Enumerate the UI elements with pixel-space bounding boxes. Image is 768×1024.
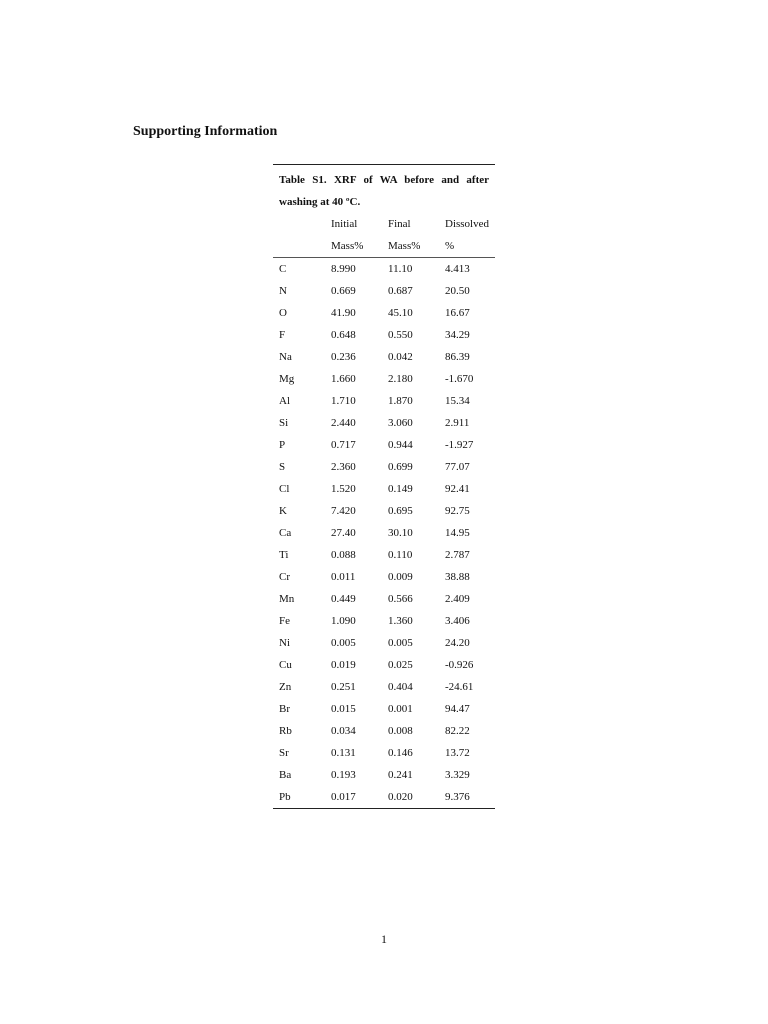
xrf-table bbox=[273, 213, 495, 257]
table-row bbox=[273, 258, 495, 280]
value-cell: 2.911 bbox=[445, 417, 470, 429]
table-row bbox=[273, 456, 495, 478]
value-cell: 16.67 bbox=[445, 307, 470, 319]
value-cell: 0.088 bbox=[331, 549, 356, 561]
value-cell: 92.41 bbox=[445, 483, 470, 495]
value-cell: 94.47 bbox=[445, 703, 470, 715]
element-cell: S bbox=[279, 461, 286, 473]
table-header-row-2 bbox=[273, 235, 495, 257]
value-cell: 1.360 bbox=[388, 615, 413, 627]
value-cell: 0.015 bbox=[331, 703, 356, 715]
value-cell: 0.146 bbox=[388, 747, 413, 759]
table-caption bbox=[273, 165, 495, 213]
table-row bbox=[273, 742, 495, 764]
element-cell: N bbox=[279, 285, 287, 297]
value-cell: 3.406 bbox=[445, 615, 470, 627]
header-cell: Dissolved bbox=[445, 218, 489, 230]
header-cell: Mass% bbox=[388, 240, 421, 252]
xrf-table-body bbox=[273, 258, 495, 808]
value-cell: 7.420 bbox=[331, 505, 356, 517]
value-cell: 0.149 bbox=[388, 483, 413, 495]
value-cell: 0.550 bbox=[388, 329, 413, 341]
element-cell: Na bbox=[279, 351, 292, 363]
value-cell: -1.927 bbox=[445, 439, 474, 451]
header-cell: Initial bbox=[331, 218, 358, 230]
value-cell: 20.50 bbox=[445, 285, 470, 297]
value-cell: 3.329 bbox=[445, 769, 470, 781]
table-row bbox=[273, 302, 495, 324]
value-cell: 9.376 bbox=[445, 791, 470, 803]
value-cell: 0.005 bbox=[388, 637, 413, 649]
table-bottom-rule bbox=[273, 808, 495, 809]
header-cell: % bbox=[445, 240, 455, 252]
element-cell: Ni bbox=[279, 637, 290, 649]
element-cell: P bbox=[279, 439, 286, 451]
value-cell: 0.011 bbox=[331, 571, 356, 583]
value-cell: 0.193 bbox=[331, 769, 356, 781]
table-row bbox=[273, 698, 495, 720]
value-cell: 0.699 bbox=[388, 461, 413, 473]
table-row bbox=[273, 654, 495, 676]
value-cell: 2.440 bbox=[331, 417, 356, 429]
value-cell: 0.236 bbox=[331, 351, 356, 363]
value-cell: 0.241 bbox=[388, 769, 413, 781]
xrf-table-block bbox=[273, 164, 495, 809]
value-cell: 1.660 bbox=[331, 373, 356, 385]
value-cell: 0.648 bbox=[331, 329, 356, 341]
value-cell: 3.060 bbox=[388, 417, 413, 429]
table-row bbox=[273, 588, 495, 610]
table-caption-line-2: washing at 40 ºC. bbox=[279, 196, 361, 208]
table-row bbox=[273, 786, 495, 808]
element-cell: Si bbox=[279, 417, 289, 429]
value-cell: 13.72 bbox=[445, 747, 470, 759]
value-cell: 0.695 bbox=[388, 505, 413, 517]
element-cell: Br bbox=[279, 703, 290, 715]
value-cell: 2.360 bbox=[331, 461, 356, 473]
value-cell: 0.019 bbox=[331, 659, 356, 671]
value-cell: 0.042 bbox=[388, 351, 413, 363]
element-cell: Cl bbox=[279, 483, 290, 495]
element-cell: Zn bbox=[279, 681, 292, 693]
value-cell: 41.90 bbox=[331, 307, 356, 319]
value-cell: 0.009 bbox=[388, 571, 413, 583]
table-row bbox=[273, 720, 495, 742]
table-row bbox=[273, 764, 495, 786]
value-cell: 0.110 bbox=[388, 549, 413, 561]
value-cell: 82.22 bbox=[445, 725, 470, 737]
value-cell: 1.090 bbox=[331, 615, 356, 627]
value-cell: 0.669 bbox=[331, 285, 356, 297]
table-row bbox=[273, 390, 495, 412]
value-cell: 2.180 bbox=[388, 373, 413, 385]
value-cell: 34.29 bbox=[445, 329, 470, 341]
value-cell: 0.944 bbox=[388, 439, 413, 451]
value-cell: 14.95 bbox=[445, 527, 470, 539]
element-cell: F bbox=[279, 329, 286, 341]
value-cell: 0.566 bbox=[388, 593, 413, 605]
element-cell: C bbox=[279, 263, 287, 275]
value-cell: 0.001 bbox=[388, 703, 413, 715]
header-cell: Mass% bbox=[331, 240, 364, 252]
value-cell: 15.34 bbox=[445, 395, 470, 407]
table-row bbox=[273, 280, 495, 302]
value-cell: 0.025 bbox=[388, 659, 413, 671]
element-cell: Al bbox=[279, 395, 290, 407]
table-row bbox=[273, 522, 495, 544]
table-row bbox=[273, 676, 495, 698]
element-cell: Cu bbox=[279, 659, 292, 671]
value-cell: -0.926 bbox=[445, 659, 474, 671]
value-cell: 1.870 bbox=[388, 395, 413, 407]
element-cell: K bbox=[279, 505, 287, 517]
value-cell: 0.017 bbox=[331, 791, 356, 803]
value-cell: 2.787 bbox=[445, 549, 470, 561]
value-cell: 0.251 bbox=[331, 681, 356, 693]
value-cell: 45.10 bbox=[388, 307, 413, 319]
element-cell: Cr bbox=[279, 571, 290, 583]
value-cell: 0.717 bbox=[331, 439, 356, 451]
value-cell: 0.005 bbox=[331, 637, 356, 649]
element-cell: Ba bbox=[279, 769, 292, 781]
table-row bbox=[273, 544, 495, 566]
table-row bbox=[273, 324, 495, 346]
value-cell: -24.61 bbox=[445, 681, 474, 693]
table-row bbox=[273, 434, 495, 456]
table-row bbox=[273, 610, 495, 632]
table-row bbox=[273, 412, 495, 434]
element-cell: Ti bbox=[279, 549, 289, 561]
value-cell: 0.449 bbox=[331, 593, 356, 605]
table-body bbox=[273, 258, 495, 808]
header-cell bbox=[273, 213, 331, 235]
value-cell: 1.710 bbox=[331, 395, 356, 407]
table-row bbox=[273, 500, 495, 522]
value-cell: 38.88 bbox=[445, 571, 470, 583]
value-cell: 24.20 bbox=[445, 637, 470, 649]
element-cell: Ca bbox=[279, 527, 292, 539]
element-cell: Mg bbox=[279, 373, 295, 385]
element-cell: Sr bbox=[279, 747, 289, 759]
value-cell: 0.687 bbox=[388, 285, 413, 297]
value-cell: 0.008 bbox=[388, 725, 413, 737]
value-cell: 0.034 bbox=[331, 725, 356, 737]
element-cell: Pb bbox=[279, 791, 291, 803]
value-cell: 2.409 bbox=[445, 593, 470, 605]
value-cell: 30.10 bbox=[388, 527, 413, 539]
table-row bbox=[273, 632, 495, 654]
value-cell: 92.75 bbox=[445, 505, 470, 517]
table-row bbox=[273, 368, 495, 390]
value-cell: 8.990 bbox=[331, 263, 356, 275]
element-cell: Fe bbox=[279, 615, 290, 627]
value-cell: 4.413 bbox=[445, 263, 470, 275]
value-cell: 0.131 bbox=[331, 747, 356, 759]
header-cell bbox=[273, 235, 331, 257]
header-cell: Final bbox=[388, 218, 411, 230]
element-cell: Rb bbox=[279, 725, 292, 737]
value-cell: 11.10 bbox=[388, 263, 413, 275]
table-header-row-1 bbox=[273, 213, 495, 235]
value-cell: 77.07 bbox=[445, 461, 470, 473]
element-cell: O bbox=[279, 307, 287, 319]
value-cell: 1.520 bbox=[331, 483, 356, 495]
table-row bbox=[273, 566, 495, 588]
table-caption-line-1: Table S1. XRF of WA before and after bbox=[279, 174, 489, 186]
value-cell: 86.39 bbox=[445, 351, 470, 363]
value-cell: 27.40 bbox=[331, 527, 356, 539]
value-cell: 0.020 bbox=[388, 791, 413, 803]
element-cell: Mn bbox=[279, 593, 295, 605]
value-cell: -1.670 bbox=[445, 373, 474, 385]
table-row bbox=[273, 478, 495, 500]
page-number: 1 bbox=[381, 932, 387, 946]
value-cell: 0.404 bbox=[388, 681, 413, 693]
table-row bbox=[273, 346, 495, 368]
section-heading: Supporting Information bbox=[133, 124, 278, 139]
